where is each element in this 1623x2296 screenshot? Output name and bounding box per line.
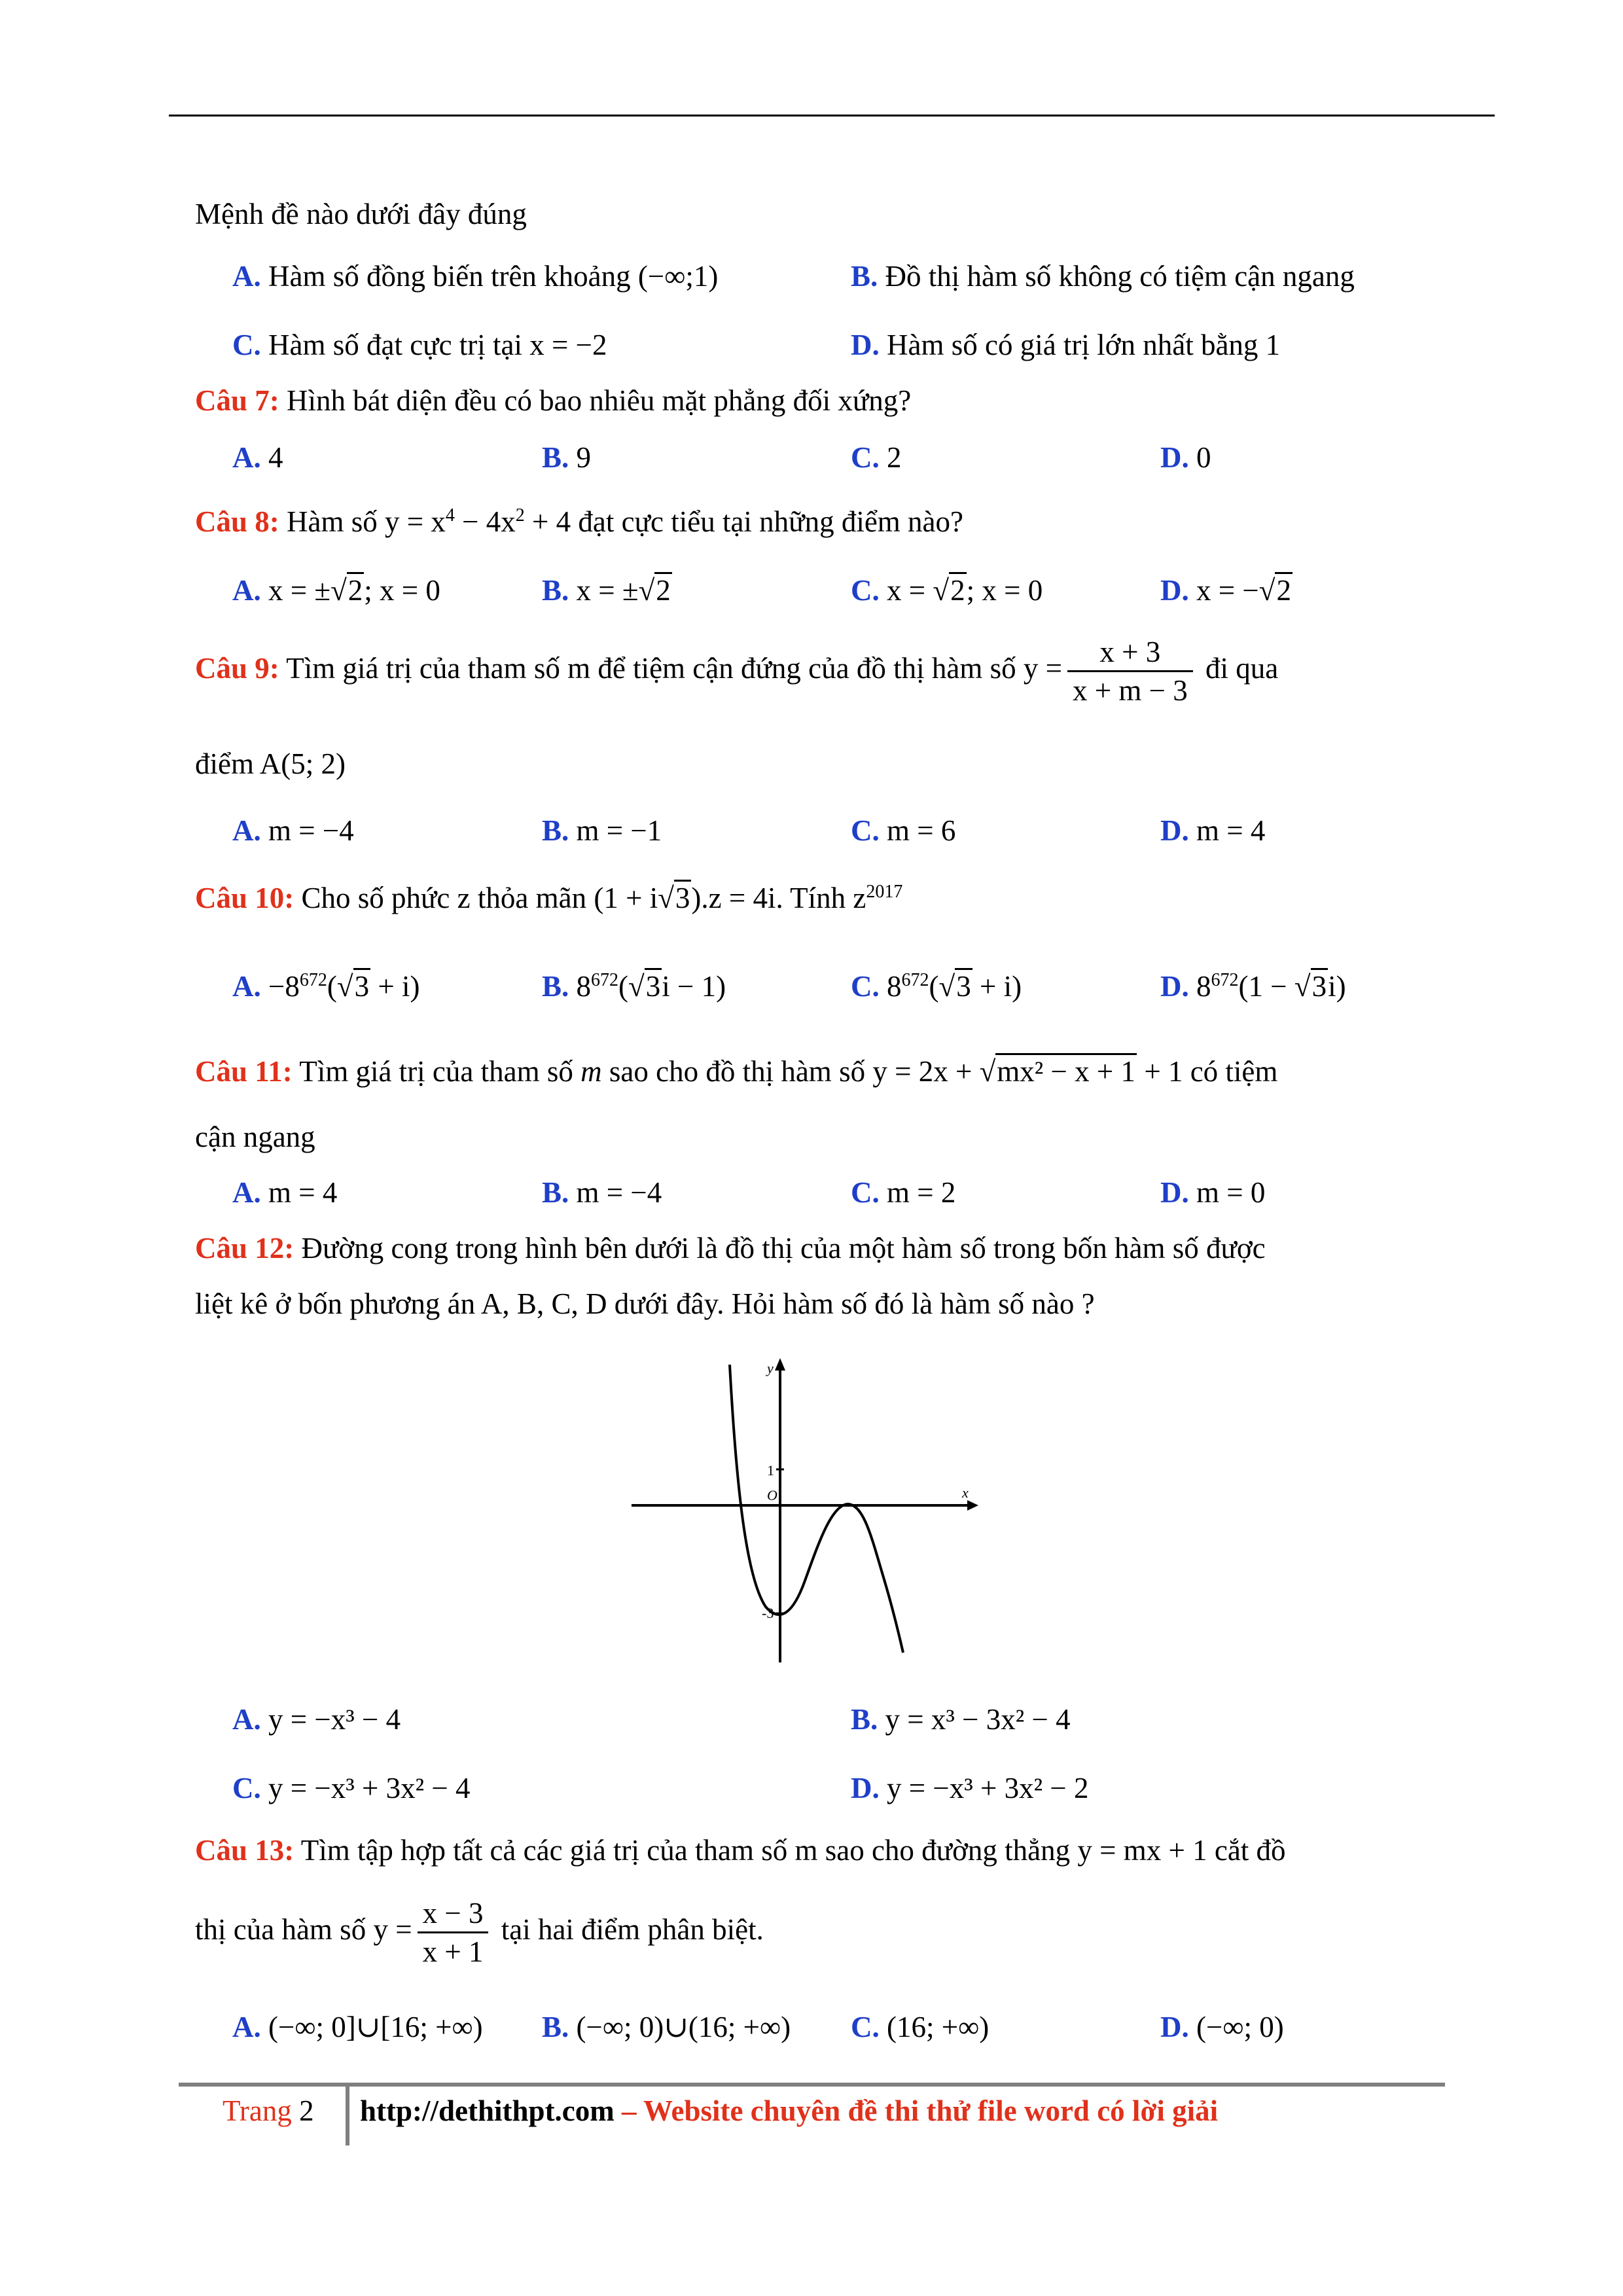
q11-option-c: C. m = 2 bbox=[851, 1176, 956, 1209]
q8-option-b: B. x = ±√2 bbox=[542, 573, 672, 608]
q11-option-a: A. m = 4 bbox=[232, 1176, 338, 1209]
q6-option-b: B. Đồ thị hàm số không có tiệm cận ngang bbox=[851, 260, 1355, 293]
q8-option-a: A. x = ±√2; x = 0 bbox=[232, 573, 440, 608]
q12-stem-line2: liệt kê ở bốn phương án A, B, C, D dưới đây. Hỏi hàm số đó là hàm số nào ? bbox=[195, 1287, 1095, 1320]
origin-label: O bbox=[767, 1487, 777, 1503]
footer-page: Trang 2 bbox=[223, 2094, 314, 2127]
q9-option-d: D. m = 4 bbox=[1160, 814, 1266, 847]
q6-option-c: C. Hàm số đạt cực trị tại x = −2 bbox=[232, 329, 607, 361]
q7-option-c: C. 2 bbox=[851, 441, 902, 474]
q10-option-d: D. $8^{672}(1 - √3i)$ bbox=[1160, 969, 1346, 1004]
intro-text: Mệnh đề nào dưới đây đúng bbox=[195, 198, 527, 230]
q9-fraction: $\frac{x + 3}{x + m - 3}$ bbox=[1067, 634, 1193, 709]
q13-option-c: C. (16; +∞) bbox=[851, 2011, 990, 2043]
q13-stem-line2: thị của hàm số y = $\frac{x - 3}{x + 1}$ tại hai điểm phân biệt. bbox=[195, 1895, 764, 1971]
q12-option-a: A. y = −x³ − 4 bbox=[232, 1703, 401, 1736]
q7-option-a: A. 4 bbox=[232, 441, 283, 474]
q6-option-d: D. Hàm số có giá trị lớn nhất bằng 1 bbox=[851, 329, 1281, 361]
q8-option-d: D. x = −√2 bbox=[1160, 573, 1293, 608]
q13-fraction: $\frac{x - 3}{x + 1}$ bbox=[418, 1895, 489, 1971]
tick-m3-label: -3 bbox=[762, 1605, 774, 1621]
q7-option-b: B. 9 bbox=[542, 441, 592, 474]
q13-option-b: B. (−∞; 0)∪(16; +∞) bbox=[542, 2011, 791, 2043]
q12-option-c: C. y = −x³ + 3x² − 4 bbox=[232, 1772, 471, 1804]
q10-option-b: B. $8^{672}(√3i - 1)$ bbox=[542, 969, 726, 1004]
q6-option-a: A. Hàm số đồng biến trên khoảng (−∞;1) bbox=[232, 260, 719, 293]
q7-stem: Câu 7: Hình bát diện đều có bao nhiêu mặt phẳng đối xứng? bbox=[195, 384, 912, 417]
footer-site: http://dethithpt.com – Website chuyên đề thi thử file word có lời giải bbox=[360, 2094, 1219, 2127]
tick-1-label: 1 bbox=[767, 1462, 774, 1479]
q13-stem: Câu 13: Tìm tập hợp tất cả các giá trị của tham số m sao cho đường thẳng y = mx + 1 cắt đồ bbox=[195, 1834, 1286, 1867]
x-axis-arrow bbox=[967, 1500, 978, 1511]
x-axis-label: x bbox=[962, 1484, 969, 1501]
footer-divider bbox=[346, 2087, 349, 2145]
q9-stem-line2: điểm A(5; 2) bbox=[195, 747, 346, 780]
footer-url[interactable]: http://dethithpt.com bbox=[360, 2094, 615, 2127]
q12-graph bbox=[622, 1355, 988, 1669]
q13-option-a: A. (−∞; 0]∪[16; +∞) bbox=[232, 2011, 483, 2043]
header-rule bbox=[169, 115, 1495, 117]
q11-option-b: B. m = −4 bbox=[542, 1176, 662, 1209]
curve bbox=[730, 1365, 903, 1653]
q9-option-c: C. m = 6 bbox=[851, 814, 956, 847]
q10-stem: Câu 10: Cho số phức z thỏa mãn (1 + i√3).z = 4i. Tính $z^{2017}$ bbox=[195, 880, 902, 916]
q10-option-c: C. $8^{672}(√3 + i)$ bbox=[851, 969, 1022, 1004]
q7-option-d: D. 0 bbox=[1160, 441, 1211, 474]
q8-stem: Câu 8: Hàm số $y = x^4 - 4x^2 + 4$ đạt cực tiểu tại những điểm nào? bbox=[195, 505, 963, 538]
q8-option-c: C. x = √2; x = 0 bbox=[851, 573, 1043, 608]
q9-stem: Câu 9: Tìm giá trị của tham số m để tiệm cận đứng của đồ thị hàm số y = $\frac{x + 3}{x + m - 3}$ đi qua bbox=[195, 634, 1278, 709]
q9-option-a: A. m = −4 bbox=[232, 814, 354, 847]
q11-stem: Câu 11: Tìm giá trị của tham số m sao cho đồ thị hàm số y = 2x + √mx² − x + 1 + 1 có tiệm bbox=[195, 1054, 1277, 1089]
y-axis-arrow bbox=[775, 1358, 785, 1371]
q11-option-d: D. m = 0 bbox=[1160, 1176, 1266, 1209]
q9-option-b: B. m = −1 bbox=[542, 814, 662, 847]
q12-option-b: B. y = x³ − 3x² − 4 bbox=[851, 1703, 1071, 1736]
q12-option-d: D. y = −x³ + 3x² − 2 bbox=[851, 1772, 1089, 1804]
y-axis-label: y bbox=[767, 1360, 774, 1376]
footer-rule bbox=[179, 2083, 1445, 2087]
q10-option-a: A. $-8^{672}(√3 + i)$ bbox=[232, 969, 419, 1004]
q12-stem: Câu 12: Đường cong trong hình bên dưới là đồ thị của một hàm số trong bốn hàm số được bbox=[195, 1232, 1266, 1265]
q11-stem-line2: cận ngang bbox=[195, 1121, 315, 1153]
q13-option-d: D. (−∞; 0) bbox=[1160, 2011, 1284, 2043]
